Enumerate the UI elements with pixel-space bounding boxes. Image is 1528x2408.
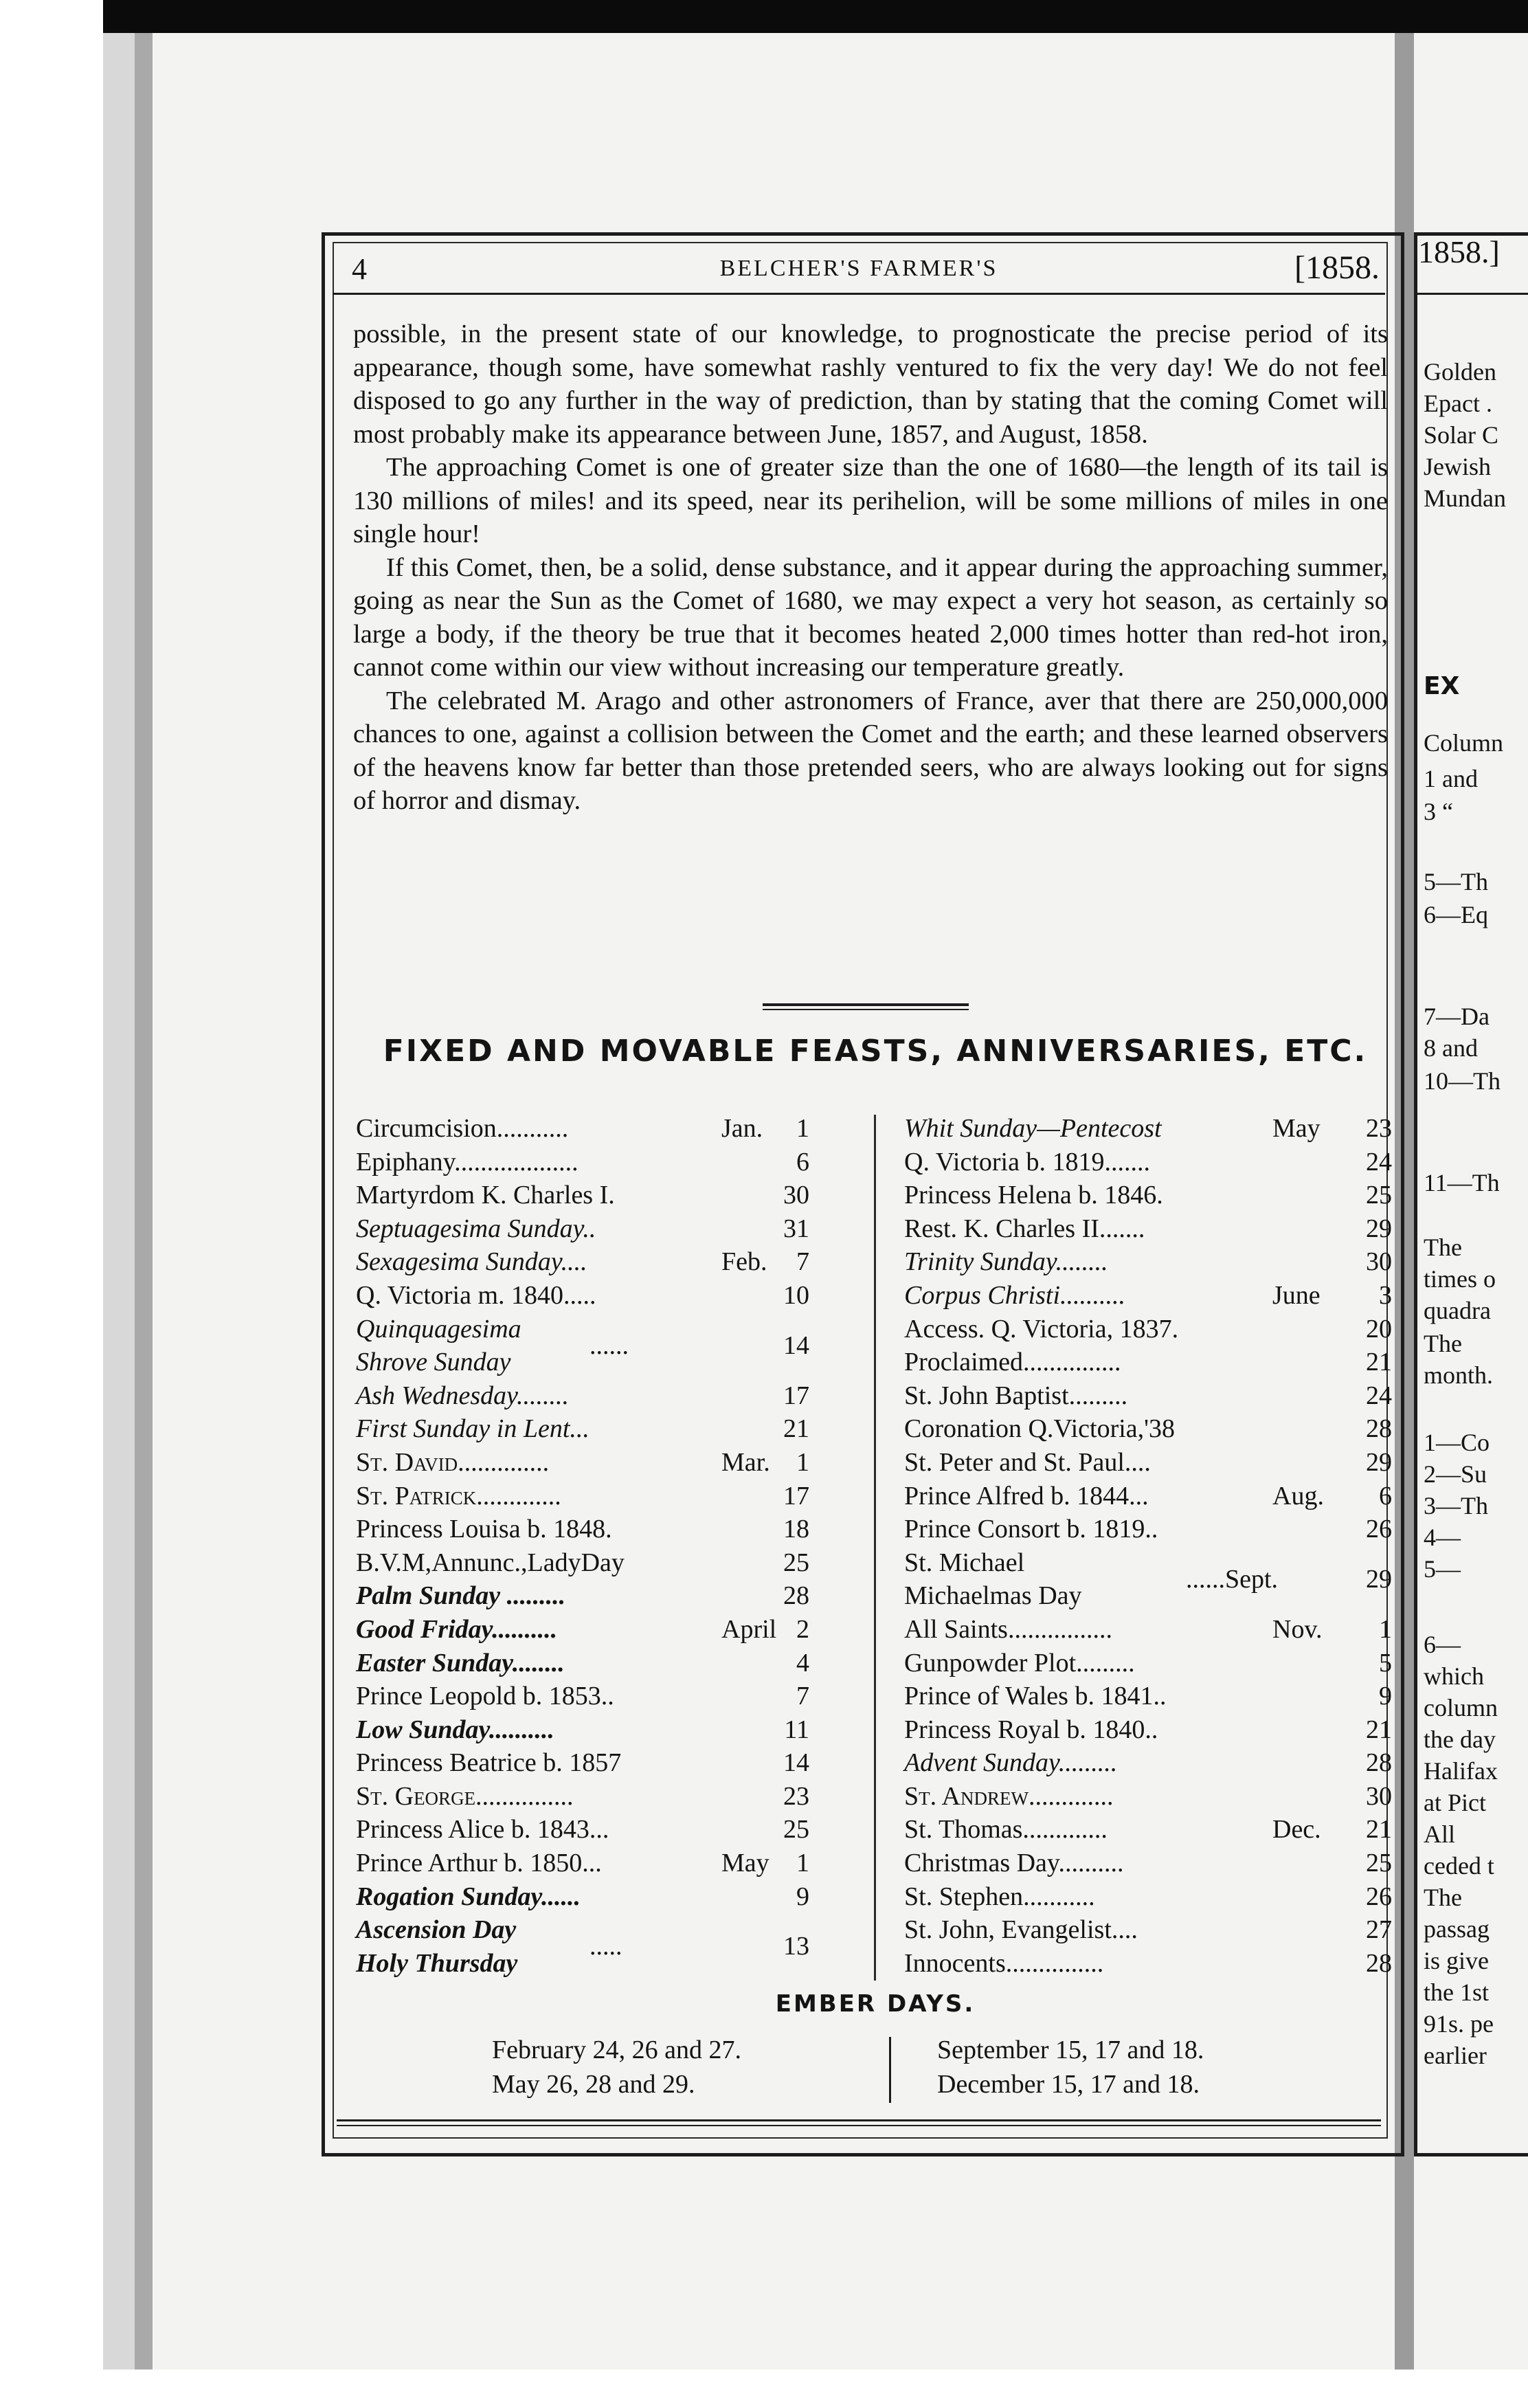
feast-day: 23 <box>1366 1114 1392 1143</box>
feast-day: 25 <box>1366 1849 1392 1878</box>
feast-row <box>356 1480 809 1513</box>
feast-row <box>356 1146 809 1179</box>
feast-row <box>356 1613 809 1647</box>
feast-day: 17 <box>783 1481 809 1510</box>
feast-name: Septuagesima Sunday.. <box>356 1214 596 1243</box>
article-paragraph-2: The approaching Comet is one of greater size than the one of 1680—the length of its tail is 130 millions of miles! and its speed, near its perihelion, will be some millions of miles in one single hour! <box>353 453 1388 548</box>
feast-day: 21 <box>1366 1815 1392 1844</box>
facing-page-fragment: 6—Eq <box>1424 901 1488 928</box>
feast-name: Rest. K. Charles II....... <box>904 1214 1145 1243</box>
facing-page-fragment: Jewish <box>1424 453 1491 480</box>
feast-name: St. Patrick............. <box>356 1481 561 1510</box>
feast-day: 3 <box>1379 1280 1392 1310</box>
feast-name: Sexagesima Sunday.... <box>356 1247 587 1277</box>
feast-row <box>904 1346 1392 1379</box>
feast-name: First Sunday in Lent... <box>356 1414 589 1444</box>
facing-page-fragment: EX <box>1424 672 1460 700</box>
feast-day: 30 <box>1366 1247 1392 1277</box>
article-paragraph-4: The celebrated M. Arago and other astronomers of France, aver that there are 250,000,000 chances to one, against a collision between the Comet and the earth; and these learned observers of the heavens know far better than those pretended seers, who are always looking out for signs of horror and dismay. <box>353 686 1388 815</box>
feast-row <box>356 1746 809 1780</box>
facing-page-year: 1858.] <box>1418 234 1500 269</box>
feast-day: 6 <box>796 1147 809 1177</box>
feast-name: Ascension Day <box>356 1915 517 1945</box>
feasts-right-column <box>904 1112 1392 1980</box>
feast-day: 25 <box>783 1548 809 1577</box>
header-title: BELCHER'S FARMER'S <box>719 256 998 281</box>
feast-name: St. George............... <box>356 1781 574 1811</box>
feast-day: 14 <box>783 1330 809 1360</box>
header-rule <box>333 293 1385 295</box>
feast-row <box>904 1880 1392 1914</box>
feast-day: 20 <box>1366 1314 1392 1344</box>
feast-name: Q. Victoria b. 1819....... <box>904 1147 1150 1177</box>
feast-row <box>356 1179 809 1212</box>
feast-day: 28 <box>783 1581 809 1611</box>
facing-page-fragment: 10—Th <box>1424 1067 1501 1095</box>
feast-name: Prince Leopold b. 1853.. <box>356 1682 614 1711</box>
feast-leader: ......Sept. <box>1186 1564 1279 1594</box>
feast-day: 14 <box>783 1748 809 1778</box>
scan-top-edge <box>0 0 1528 33</box>
ember-divider <box>889 2037 891 2103</box>
facing-page-fragment: quadra <box>1424 1297 1491 1324</box>
feast-row <box>904 1713 1392 1747</box>
feast-name: St. Stephen........... <box>904 1882 1095 1911</box>
facing-page-fragment: Epact . <box>1424 390 1492 417</box>
feast-name: Princess Helena b. 1846. <box>904 1181 1163 1210</box>
ember-days-right <box>937 2033 1204 2102</box>
feast-row <box>356 1880 809 1914</box>
feast-day: 13 <box>783 1932 809 1961</box>
feast-name: Palm Sunday ......... <box>356 1581 566 1611</box>
feast-row <box>904 1847 1392 1880</box>
facing-page-fragment: month. <box>1424 1361 1494 1389</box>
feast-month: Dec. <box>1272 1815 1321 1844</box>
feast-row <box>904 1279 1392 1313</box>
feast-day: 10 <box>783 1280 809 1310</box>
feast-day: 24 <box>1366 1381 1392 1410</box>
feast-name: Proclaimed............... <box>904 1348 1121 1377</box>
feast-name: Holy Thursday <box>356 1948 518 1978</box>
facing-page-fragment: 1—Co <box>1424 1429 1490 1456</box>
feast-name: Trinity Sunday........ <box>904 1247 1108 1277</box>
feast-name: St. Peter and St. Paul.... <box>904 1447 1151 1477</box>
feast-row <box>904 1813 1392 1847</box>
facing-page-fragment: Solar C <box>1424 421 1499 449</box>
feast-row <box>904 1379 1392 1413</box>
feast-row <box>904 1480 1392 1513</box>
feast-row <box>904 1947 1392 1981</box>
facing-page-fragment: column <box>1424 1694 1498 1721</box>
facing-page-fragment: is give <box>1424 1947 1489 1974</box>
feast-day: 25 <box>1366 1181 1392 1210</box>
feast-day: 6 <box>1379 1481 1392 1510</box>
feast-row <box>356 1680 809 1713</box>
feast-day: 30 <box>1366 1781 1392 1811</box>
facing-page-fragment: 2—Su <box>1424 1460 1487 1488</box>
feast-row <box>904 1146 1392 1179</box>
facing-page-fragment: 5—Th <box>1424 868 1488 895</box>
feast-name: Prince of Wales b. 1841.. <box>904 1682 1167 1711</box>
facing-page-fragment: the 1st <box>1424 1978 1489 2006</box>
feast-day: 24 <box>1366 1147 1392 1177</box>
feast-row <box>904 1780 1392 1814</box>
feast-name: Shrove Sunday <box>356 1348 511 1377</box>
feast-month: May <box>1272 1114 1321 1143</box>
feast-row <box>356 1379 809 1413</box>
feast-name: Princess Beatrice b. 1857 <box>356 1748 622 1778</box>
feast-row <box>904 1446 1392 1480</box>
feast-month: Nov. <box>1272 1614 1323 1644</box>
feast-row <box>904 1647 1392 1680</box>
facing-page-fragment: The <box>1424 1234 1462 1261</box>
ember-days-left <box>492 2033 741 2102</box>
feast-row <box>904 1513 1392 1546</box>
feast-row <box>904 1245 1392 1279</box>
feast-row <box>356 1780 809 1814</box>
section-divider-thin <box>763 1009 969 1010</box>
feast-day: 28 <box>1366 1414 1392 1444</box>
feast-day: 7 <box>796 1247 809 1277</box>
feast-row <box>356 1279 809 1313</box>
feast-row <box>904 1680 1392 1713</box>
feast-name: Rogation Sunday...... <box>356 1882 581 1911</box>
feast-day: 28 <box>1366 1948 1392 1978</box>
feast-row <box>356 1513 809 1546</box>
feast-day: 27 <box>1366 1915 1392 1945</box>
feast-day: 23 <box>783 1781 809 1811</box>
feast-day: 2 <box>796 1614 809 1644</box>
feast-day: 1 <box>796 1447 809 1477</box>
feast-name: St. Michael <box>904 1548 1025 1577</box>
feast-row <box>356 1847 809 1880</box>
feast-name: Low Sunday.......... <box>356 1715 554 1744</box>
feast-month: April <box>721 1614 777 1644</box>
feast-day: 18 <box>783 1515 809 1544</box>
facing-page-fragment: passag <box>1424 1915 1490 1943</box>
feast-name: B.V.M,Annunc.,LadyDay <box>356 1548 625 1577</box>
feast-row <box>356 1245 809 1279</box>
feast-day: 30 <box>783 1181 809 1210</box>
feast-day: 29 <box>1366 1447 1392 1477</box>
facing-page-fragment: 11—Th <box>1424 1169 1500 1196</box>
facing-page-fragment: The <box>1424 1330 1462 1357</box>
feast-name: Princess Alice b. 1843... <box>356 1815 609 1844</box>
feast-row <box>356 1112 809 1146</box>
feasts-column-divider <box>874 1115 876 1981</box>
feast-name: Prince Alfred b. 1844... <box>904 1481 1149 1510</box>
feast-name: Prince Consort b. 1819.. <box>904 1515 1158 1544</box>
feast-name: Easter Sunday........ <box>356 1648 565 1677</box>
feast-name: St. John, Evangelist.... <box>904 1915 1138 1945</box>
ember-date: September 15, 17 and 18. <box>937 2036 1204 2064</box>
feast-row <box>356 1579 809 1613</box>
facing-page-fragment: 91s. pe <box>1424 2010 1494 2038</box>
feast-day: 1 <box>1379 1614 1392 1644</box>
feast-name: Innocents............... <box>904 1948 1104 1978</box>
feast-name: Ash Wednesday........ <box>356 1381 569 1410</box>
feast-name: All Saints................ <box>904 1614 1112 1644</box>
feast-month: May <box>721 1849 769 1878</box>
feast-day: 7 <box>796 1682 809 1711</box>
feast-row <box>356 1813 809 1847</box>
feast-day: 11 <box>784 1715 809 1744</box>
facing-page-fragment: Mundan <box>1424 484 1506 512</box>
facing-page-fragment: which <box>1424 1662 1484 1690</box>
feast-name: Princess Royal b. 1840.. <box>904 1715 1158 1744</box>
feast-day: 29 <box>1366 1214 1392 1243</box>
feast-name: St. John Baptist......... <box>904 1381 1128 1410</box>
feast-day: 1 <box>796 1114 809 1143</box>
feast-month: Mar. <box>721 1447 770 1477</box>
feast-month: June <box>1272 1280 1321 1310</box>
feast-name: Martyrdom K. Charles I. <box>356 1181 615 1210</box>
feast-name: Access. Q. Victoria, 1837. <box>904 1314 1179 1344</box>
ember-date: February 24, 26 and 27. <box>492 2036 742 2064</box>
feast-name: Circumcision........... <box>356 1114 569 1143</box>
feast-leader: ...... <box>589 1330 629 1360</box>
comet-article <box>353 317 1388 818</box>
ember-date: May 26, 28 and 29. <box>492 2070 695 2099</box>
feast-name: St. Andrew............. <box>904 1781 1114 1811</box>
facing-page-fragment: 4— <box>1424 1524 1461 1551</box>
feast-row <box>904 1313 1392 1346</box>
feast-name: St. Thomas............. <box>904 1815 1108 1844</box>
feast-row <box>904 1212 1392 1246</box>
feast-day: 9 <box>1379 1682 1392 1711</box>
feast-row <box>904 1412 1392 1446</box>
facing-page-fragment: 8 and <box>1424 1034 1478 1062</box>
feasts-left-column <box>356 1112 809 1980</box>
feast-month: Feb. <box>721 1247 767 1277</box>
article-paragraph-1: possible, in the present state of our knowledge, to prognosticate the precise period of its appearance, though some, have somewhat rashly ventured to fix the very day! We do not feel disposed to go any further in the way of prediction, than by stating that the coming Comet will most probably make its appearance between June, 1857, and August, 1858. <box>353 320 1388 449</box>
feast-day: 21 <box>1366 1348 1392 1377</box>
feast-name: Corpus Christi.......... <box>904 1280 1126 1310</box>
feast-month: Jan. <box>721 1114 763 1143</box>
bottom-rule <box>337 2119 1381 2121</box>
feast-row <box>904 1746 1392 1780</box>
feast-row <box>356 1913 809 1980</box>
feast-day: 26 <box>1366 1515 1392 1544</box>
book-page-edge-shadow <box>135 33 153 2370</box>
feasts-heading: FIXED AND MOVABLE FEASTS, ANNIVERSARIES, ETC. <box>383 1034 1368 1069</box>
facing-page-fragment: 3 “ <box>1424 798 1453 825</box>
feast-name: Christmas Day.......... <box>904 1849 1124 1878</box>
feast-name: Michaelmas Day <box>904 1581 1082 1611</box>
running-head <box>333 242 1385 290</box>
feast-name: Advent Sunday......... <box>904 1748 1118 1778</box>
feast-name: St. David.............. <box>356 1447 550 1477</box>
feast-leader: ..... <box>589 1932 622 1961</box>
ember-days-heading: EMBER DAYS. <box>775 1990 976 2018</box>
facing-page-fragment: Halifax <box>1424 1757 1498 1785</box>
feast-row <box>356 1713 809 1747</box>
facing-page-fragment: All <box>1424 1820 1456 1848</box>
feast-name: Epiphany................... <box>356 1147 578 1177</box>
facing-page-fragment: 6— <box>1424 1631 1461 1658</box>
feast-name: Q. Victoria m. 1840..... <box>356 1280 596 1310</box>
facing-page-fragment: ceded t <box>1424 1852 1494 1880</box>
facing-page-fragment: Column <box>1424 729 1504 757</box>
feast-name: Whit Sunday—Pentecost <box>904 1114 1162 1143</box>
facing-page-fragment: 5— <box>1424 1555 1461 1583</box>
article-paragraph-3: If this Comet, then, be a solid, dense substance, and it appear during the approaching summer, going as near the Sun as the Comet of 1680, we may expect a very hot season, as certainly so large a body, if the theory be true that it becomes heated 2,000 times hotter than red-hot iron, cannot come within our view without increasing our temperature greatly. <box>353 553 1388 682</box>
feast-name: Princess Louisa b. 1848. <box>356 1515 612 1544</box>
section-divider <box>763 1003 969 1006</box>
facing-page-fragment: the day <box>1424 1726 1496 1753</box>
feast-row <box>356 1412 809 1446</box>
feast-row <box>356 1546 809 1580</box>
feast-name: Quinquagesima <box>356 1314 521 1344</box>
facing-page-fragment: at Pict <box>1424 1789 1486 1816</box>
feast-day: 1 <box>796 1849 809 1878</box>
header-year: [1858. <box>1294 249 1380 286</box>
feast-day: 31 <box>783 1214 809 1243</box>
feast-day: 25 <box>783 1815 809 1844</box>
feast-name: Gunpowder Plot......... <box>904 1648 1135 1677</box>
page-number: 4 <box>352 252 367 286</box>
feast-day: 17 <box>783 1381 809 1410</box>
feast-row <box>904 1112 1392 1146</box>
feast-day: 21 <box>783 1414 809 1444</box>
facing-page-fragment: 3—Th <box>1424 1492 1488 1519</box>
facing-page-fragment: times o <box>1424 1265 1496 1293</box>
feast-month: Aug. <box>1272 1481 1324 1510</box>
feast-row <box>356 1313 809 1379</box>
feast-name: Coronation Q.Victoria,'38 <box>904 1414 1175 1444</box>
feast-day: 28 <box>1366 1748 1392 1778</box>
facing-page-fragment: earlier <box>1424 2042 1487 2069</box>
feast-row <box>904 1546 1392 1613</box>
feast-row <box>356 1212 809 1246</box>
feast-name: Prince Arthur b. 1850... <box>356 1849 602 1878</box>
feast-day: 21 <box>1366 1715 1392 1744</box>
facing-page-fragment: The <box>1424 1884 1462 1911</box>
ember-date: December 15, 17 and 18. <box>937 2070 1200 2099</box>
facing-page-fragment: Golden <box>1424 358 1496 386</box>
facing-header-rule <box>1414 293 1528 295</box>
feast-row <box>904 1913 1392 1947</box>
feast-row <box>356 1647 809 1680</box>
feast-row <box>904 1179 1392 1212</box>
feast-name: Good Friday.......... <box>356 1614 558 1644</box>
feast-row <box>356 1446 809 1480</box>
feast-day: 9 <box>796 1882 809 1911</box>
feast-day: 26 <box>1366 1882 1392 1911</box>
feast-day: 5 <box>1379 1648 1392 1677</box>
feast-day: 29 <box>1366 1564 1392 1594</box>
feast-day: 4 <box>796 1648 809 1677</box>
facing-page-fragment: 7—Da <box>1424 1003 1490 1030</box>
facing-page-fragment: 1 and <box>1424 765 1478 792</box>
feast-row <box>904 1613 1392 1647</box>
scan-left-margin <box>0 0 103 2408</box>
bottom-rule-thin <box>337 2125 1381 2126</box>
